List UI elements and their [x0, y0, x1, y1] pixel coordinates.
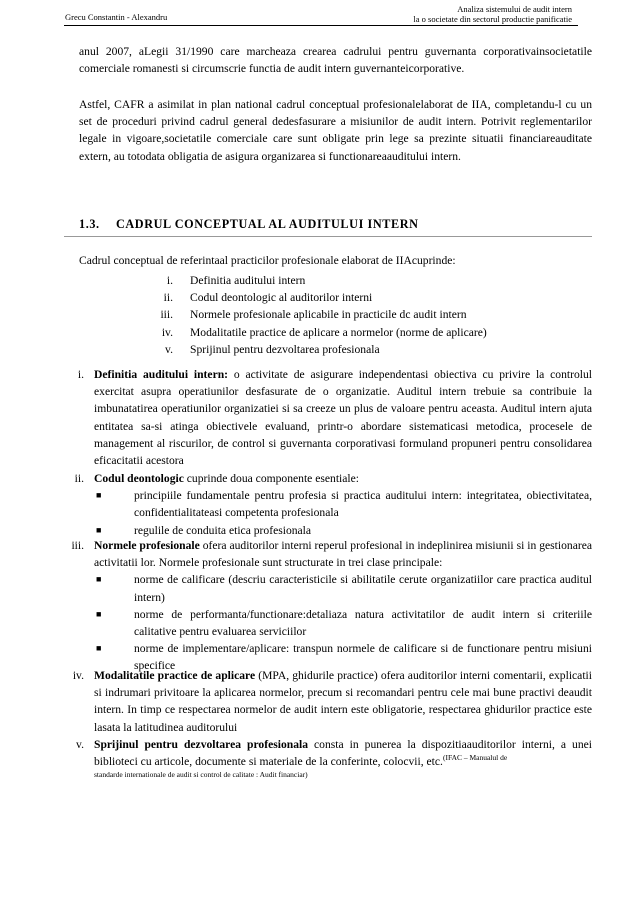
section-heading [79, 217, 419, 232]
section-definition [64, 366, 592, 469]
section-text: consta in punerea la dispozitiaauditorilor interni, a unei biblioteci cu articole, documente si materiale de la conferinte, colocvii, etc. [94, 738, 592, 769]
section-text: (MPA, ghidurile practice) ofera auditorilor interni comentarii, explicatii si indrumari privitoare la aplicarea normelor, precum si recomandari pentru cele mai bune practivi deaudit intern. In timp ce respectarea normelor de audit intern este obligatorie, respectarea ghidurilor practice este lasata la latitudinea auditorului [94, 669, 592, 734]
bullet-text: norme de calificare (descriu caracteristicile si abilitatile cerute organizatiilor care practica auditul intern) [134, 573, 592, 604]
heading-divider [64, 236, 592, 237]
bullet-text: principiile fundamentale pentru profesia si practica auditului intern: integritatea, obiectivitatea, confidentialitateasi competenta profesionala [134, 489, 592, 520]
paragraph-1: anul 2007, aLegii 31/1990 care marcheaza crearea cadrului pentru guvernanta corporativainsocietatile comerciale romanesti si circumscrie functia de audit intern guvernanteicorporative. [79, 45, 592, 76]
square-bullet-icon: ■ [96, 574, 102, 585]
list-number: i. [166, 274, 173, 287]
section-support [64, 736, 592, 780]
section-text: cuprinde doua componente esentiale: [183, 472, 360, 485]
list-number: v. [165, 342, 173, 356]
section-term: Codul deontologic [94, 472, 184, 485]
list-number: ii. [163, 291, 173, 305]
section-number: ii. [74, 472, 84, 485]
square-bullet-icon: ■ [96, 643, 102, 654]
list-text: Codul deontologic al auditorilor interni [190, 291, 373, 305]
list-item [140, 341, 487, 358]
section-term: Normele profesionale [94, 539, 200, 552]
square-bullet-icon: ■ [96, 490, 102, 501]
section-term: Definitia auditului intern: [94, 368, 229, 381]
list-item [140, 289, 487, 306]
bullet-item [94, 606, 592, 640]
bullet-text: norme de implementare/aplicare: transpun normele de calificare si de functionare pentru misiuni specifice [134, 642, 592, 673]
section-term: Sprijinul pentru dezvoltarea profesionala [94, 738, 309, 751]
bullet-item [94, 571, 592, 605]
square-bullet-icon: ■ [96, 524, 102, 535]
list-text: Normele profesionale aplicabile in practicile dc audit intern [190, 308, 467, 322]
section-text: ofera auditorilor interni reperul profesional in indeplinirea misiunii si in gestionarea activitatii lor. Normele profesionale sunt structurate in trei clase principale: [94, 539, 592, 570]
section-norms [64, 537, 592, 675]
list-text: Sprijinul pentru dezvoltarea profesionala [190, 342, 380, 356]
section-number: iv. [72, 669, 84, 682]
section-number: iii. [71, 539, 84, 552]
footnote-ref: (IFAC – Manualul de [442, 753, 508, 763]
header-author: Grecu Constantin - Alexandru [65, 12, 168, 22]
header-divider [64, 25, 578, 26]
section-number: i. [77, 368, 84, 381]
footnote-text: standarde internationale de audit si control de calitate : Audit financiar) [94, 770, 308, 780]
section-term: Modalitatile practice de aplicare [94, 669, 256, 682]
heading-title: CADRUL CONCEPTUAL AL AUDITULUI INTERN [116, 217, 419, 231]
square-bullet-icon: ■ [96, 608, 102, 619]
heading-number: 1.3. [79, 217, 100, 231]
intro-text: Cadrul conceptual de referintaal practicilor profesionale elaborat de IIAcuprinde: [79, 254, 456, 267]
list-text: Definitia auditului intern [190, 274, 306, 287]
header-title-line1: Analiza sistemului de audit intern [457, 4, 572, 14]
section-number: v. [76, 738, 84, 751]
section-text: o activitate de asigurare independentasi obiectiva cu privire la controlul exercitat asupra operatiunilor desfasurate de o organizatie. Auditul intern trebuie sa contribuie la imbunatatirea operatiunilor organizatiei si sa creeze un plus de valoare pentru aceasta. Auditul intern ajuta entitatea sa-si atinga obiectivele evaluand, printr-o abordare sistematicasi metodica, procesele de management al riscurilor, de control si guvernanta corporativasi formuland propuneri pentru consolidarea eficacitatii acestora [94, 368, 592, 468]
bullet-item [94, 487, 592, 521]
list-number: iii. [160, 308, 173, 322]
header-title-line2: la o societate din sectorul productie panificatie [413, 14, 572, 24]
toc-list [140, 272, 487, 358]
list-text: Modalitatile practice de aplicare a normelor (norme de aplicare) [190, 325, 487, 339]
list-item [140, 272, 487, 289]
section-code [64, 470, 592, 539]
paragraph-2: Astfel, CAFR a asimilat in plan national cadrul conceptual profesionalelaborat de IIA, completandu-l cu un set de proceduri privind cadrul general dedesfasurare a misiunilor de audit intern. Potrivit reglementarilor legale in vigoare,societatile comerciale care sunt obligate prin lege sa prezinte situatii financiareauditate extern, au totodata obligatia de asigura organizarea si functionareaauditului intern. [79, 98, 592, 163]
list-item [140, 324, 487, 341]
bullet-text: regulile de conduita etica profesionala [134, 523, 312, 537]
list-item [140, 306, 487, 323]
section-practices [64, 667, 592, 736]
bullet-text: norme de performanta/functionare:detaliaza natura activitatilor de audit intern si criteriile calitative pentru evaluarea serviciilor [134, 607, 592, 639]
header-title [413, 4, 572, 24]
list-number: iv. [161, 325, 173, 339]
